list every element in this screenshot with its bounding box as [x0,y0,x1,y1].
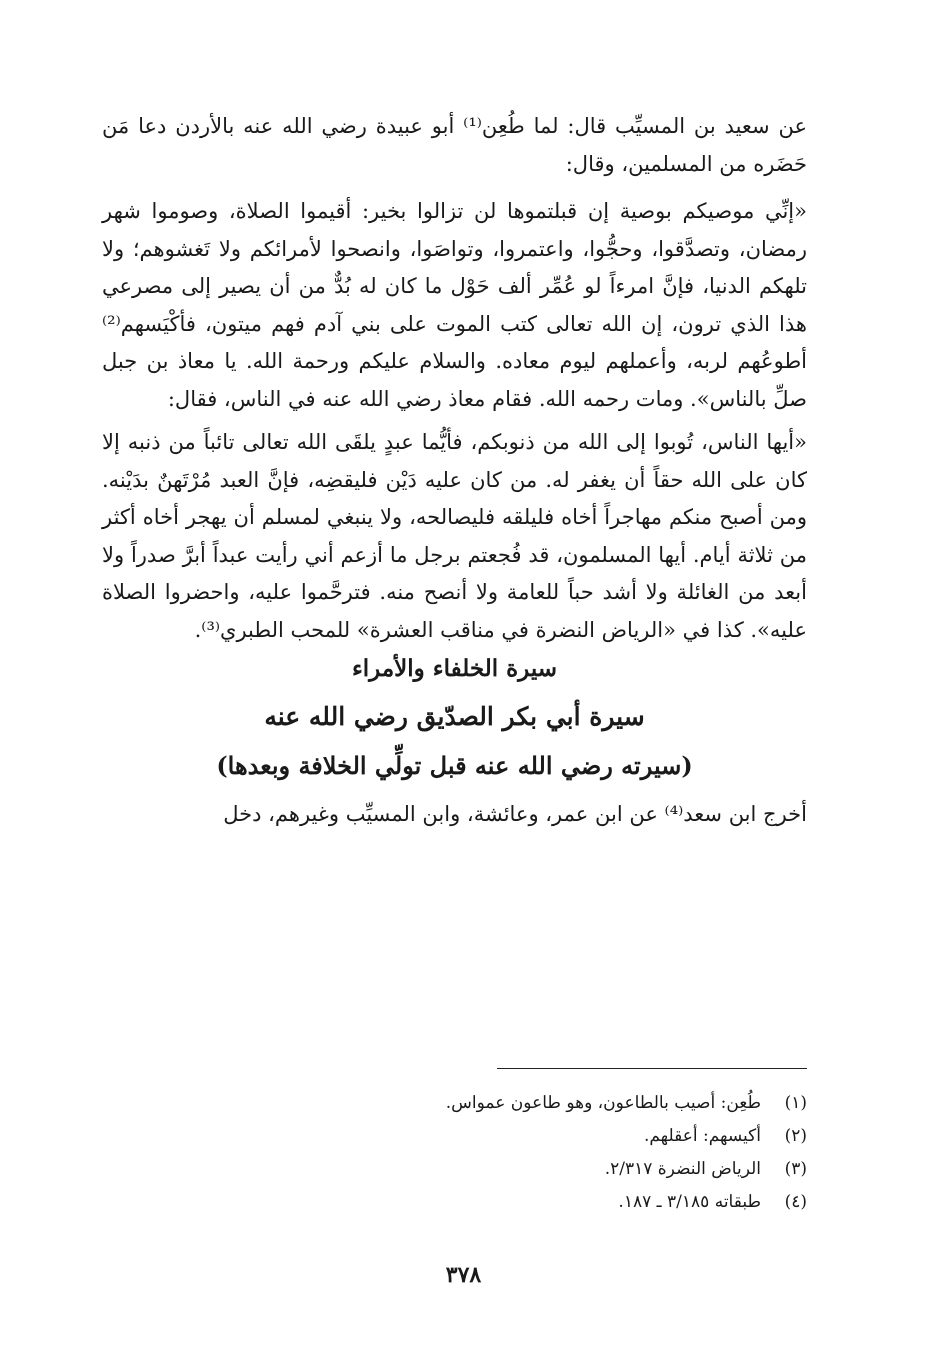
footnote-text: الرياض النضرة ٢/٣١٧. [604,1158,761,1179]
footnote-item [207,1086,807,1119]
footnote-text: أكيسهم: أعقلهم. [643,1125,761,1146]
quote-abu-ubaydah: «إنِّي موصيكم بوصية إن قبلتموها لن تزالوا بخير: أقيموا الصلاة، وصوموا شهر رمضان، وتصدَّقوا، وحجُّوا، واعتمروا، وتواصَوا، وانصحوا لأمرائكم ولا تَغشوهم؛ ولا تلهكم الدنيا، فإنَّ امرءاً لو عُمِّر ألف حَوْل ما كان له بُدٌّ من أن يصير إلى مصرعي هذا الذي ترون، إن الله تعالى كتب الموت على بني آدم فهم ميتون، فأكْيَسهم⁽²⁾ أطوعُهم لربه، وأعملهم ليوم معاده. والسلام عليكم ورحمة الله. يا معاذ بن جبل صلِّ بالناس». ومات رحمه الله. فقام معاذ رضي الله عنه في الناس، فقال: [102,199,807,411]
footnote-number: (١) [784,1092,807,1113]
closing-paragraph: أخرج ابن سعد⁽⁴⁾ عن ابن عمر، وعائشة، وابن المسيِّب وغيرهم، دخل [223,802,807,826]
footnote-item [207,1119,807,1152]
intro-paragraph: عن سعيد بن المسيِّب قال: لما طُعِن⁽¹⁾ أبو عبيدة رضي الله عنه بالأردن دعا مَن حَضَره من المسلمين، وقال: [102,114,808,176]
footnote-number: (٣) [784,1158,807,1179]
footnote-text: طبقاته ٣/١٨٥ ـ ١٨٧. [618,1191,761,1212]
footnote-item [207,1185,807,1218]
chapter-heading: سيرة أبي بكر الصدّيق رضي الله عنه [264,702,645,731]
section-heading: سيرة الخلفاء والأمراء [351,655,558,682]
footnote-number: (٢) [784,1125,807,1146]
page-number: ٣٧٨ [445,1262,482,1288]
subchapter-heading: (سيرته رضي الله عنه قبل تولِّي الخلافة وبعدها) [216,751,693,780]
quote-muadh: «أيها الناس، تُوبوا إلى الله من ذنوبكم، فأيُّما عبدٍ يلقَى الله تعالى تائباً من ذنبه إلا كان على الله حقاً أن يغفر له. من كان عليه دَيْن فليقضِه، فإنَّ العبد مُرْتَهنٌ بدَيْنه. ومن أصبح منكم مهاجراً أخاه فليلقه فليصالحه، ولا ينبغي لمسلم أن يهجر أخاه أكثر من ثلاثة أيام. أيها المسلمون، قد فُجعتم برجل ما أزعم أني رأيت عبداً أبرَّ صدراً ولا أبعد من الغائلة ولا أشد حباً للعامة ولا أنصح منه. فترحَّموا عليه، واحضروا الصلاة عليه». كذا في «الرياض النضرة في مناقب العشرة» للمحب الطبري⁽³⁾. [102,430,807,642]
page-body [102,108,807,834]
footnote-number: (٤) [784,1191,807,1212]
footnotes [207,1086,807,1218]
footnote-separator [497,1068,807,1069]
footnote-text: طُعِن: أصيب بالطاعون، وهو طاعون عمواس. [445,1092,761,1113]
footnote-item [207,1152,807,1185]
